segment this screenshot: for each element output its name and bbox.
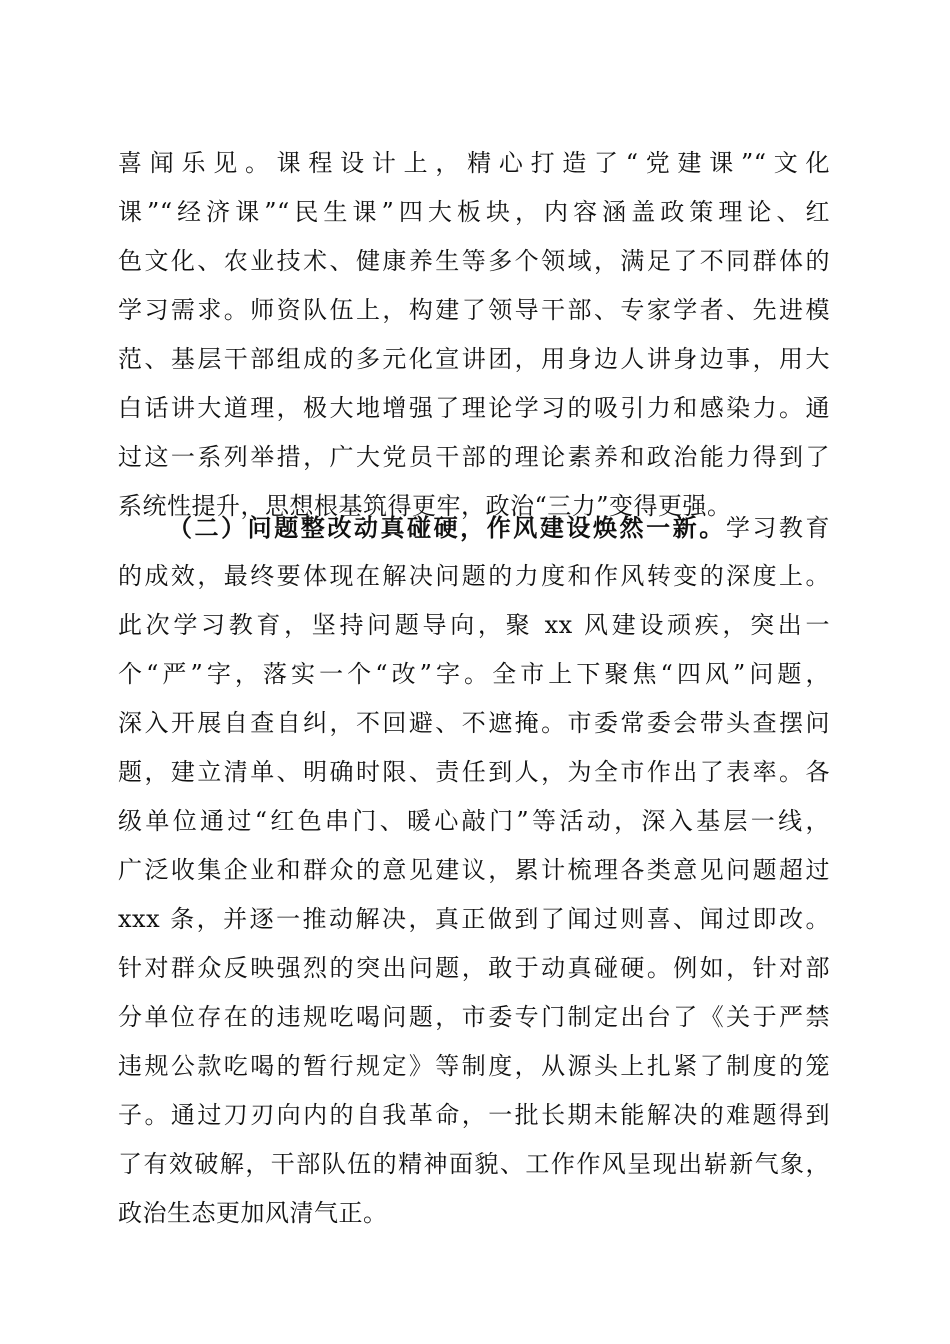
first-line-text: 学习教育 xyxy=(725,514,830,542)
paragraph-line: 过这一系列举措，广大党员干部的理论素养和政治能力得到了 xyxy=(118,443,830,471)
paragraph-line: 子。通过刀刃向内的自我革命，一批长期未能解决的难题得到 xyxy=(118,1101,830,1129)
paragraph-line: 学习需求。师资队伍上，构建了领导干部、专家学者、先进模 xyxy=(118,296,830,324)
paragraph-first-line xyxy=(118,503,830,552)
paragraph-line: 针对群众反映强烈的突出问题，敢于动真碰硬。例如，针对部 xyxy=(118,954,830,982)
paragraph-line: 白话讲大道理，极大地增强了理论学习的吸引力和感染力。通 xyxy=(118,394,830,422)
paragraph-line: 政治生态更加风清气正。 xyxy=(118,1199,388,1227)
paragraph-line: 广泛收集企业和群众的意见建议，累计梳理各类意见问题超过 xyxy=(118,856,830,884)
paragraph-line: 范、基层干部组成的多元化宣讲团，用身边人讲身边事，用大 xyxy=(118,345,830,373)
paragraph-line: 色文化、农业技术、健康养生等多个领域，满足了不同群体的 xyxy=(118,247,830,275)
paragraph-line: 的成效，最终要体现在解决问题的力度和作风转变的深度上。 xyxy=(118,562,830,590)
paragraph-line: 深入开展自查自纠，不回避、不遮掩。市委常委会带头查摆问 xyxy=(118,709,830,737)
paragraph-line: 系统性提升，思想根基筑得更牢，政治“三力”变得更强。 xyxy=(118,492,732,520)
paragraph-line: xxx 条，并逐一推动解决，真正做到了闻过则喜、闻过即改。 xyxy=(118,905,830,933)
paragraph-line: 个“严”字，落实一个“改”字。全市上下聚焦“四风”问题， xyxy=(118,660,830,688)
paragraph-line: 分单位存在的违规吃喝问题，市委专门制定出台了《关于严禁 xyxy=(118,1003,830,1031)
paragraph-1 xyxy=(118,139,830,531)
paragraph-line: 了有效破解，干部队伍的精神面貌、工作作风呈现出崭新气象， xyxy=(118,1150,830,1178)
paragraph-line: 级单位通过“红色串门、暖心敲门”等活动，深入基层一线， xyxy=(118,807,830,835)
paragraph-line: 喜闻乐见。课程设计上，精心打造了“党建课”“文化 xyxy=(118,149,830,177)
section-heading: （二）问题整改动真碰硬，作风建设焕然一新。 xyxy=(168,513,726,542)
paragraph-line: 此次学习教育，坚持问题导向，聚 xx 风建设顽疾，突出一 xyxy=(118,611,830,639)
paragraph-line: 题，建立清单、明确时限、责任到人，为全市作出了表率。各 xyxy=(118,758,830,786)
paragraph-2 xyxy=(118,503,830,1238)
paragraph-line: 违规公款吃喝的暂行规定》等制度，从源头上扎紧了制度的笼 xyxy=(118,1052,830,1080)
paragraph-line: 课”“经济课”“民生课”四大板块，内容涵盖政策理论、红 xyxy=(118,198,830,226)
